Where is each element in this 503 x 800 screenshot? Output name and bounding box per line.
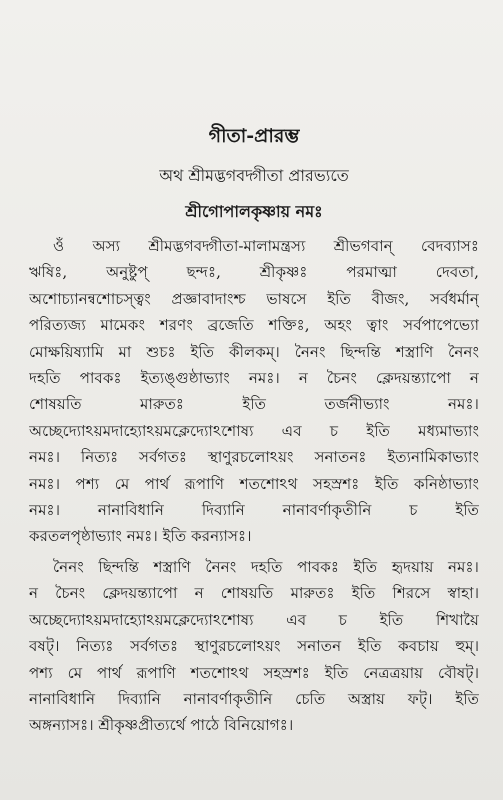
text-line: নমঃ। পশ্য মে পার্থ রূপাণি শতশোঽথ সহস্রশঃ ইতি কনিষ্ঠাভ্যাং (29, 474, 479, 493)
page-title: গীতা-প্রারম্ভ (208, 125, 300, 147)
text-line: অচ্ছেদ্যোঽয়মদাহ্যোঽয়মক্লেদ্যোঽশোষ্য এব চ ইতি মধ্যমাভ্যাং (29, 421, 479, 440)
text-line: শোষয়তি মারুতঃ ইতি তর্জনীভ্যাং নমঃ। (29, 395, 479, 414)
text-line: পরিত্যজ্য মামেকং শরণং ব্রজেতি শক্তিঃ, অহং ত্বাং সর্বপাপেভ্যো (29, 316, 479, 335)
paragraph-karanyasa (29, 233, 479, 550)
text-line: নমঃ। নানাবিধানি দিব্যানি নানাবর্ণাকৃতীনি চ ইতি (29, 501, 479, 520)
text-line: বষট্। নিত্যঃ সর্বগতঃ স্থাণুরচলোঽয়ং সনাতন ইতি কবচায় হুম্। (29, 637, 479, 656)
text-line: নৈনং ছিন্দন্তি শস্ত্রাণি নৈনং দহতি পাবকঃ ইতি হৃদয়ায় নমঃ। (53, 557, 479, 576)
text-line: ওঁ অস্য শ্রীমদ্ভগবদ্গীতা-মালামন্ত্রস্য শ্রীভগবান্ বেদব্যাসঃ (53, 237, 479, 255)
text-line: অঙ্গন্যাসঃ। শ্রীকৃষ্ণপ্রীত্যর্থে পাঠে বিনিয়োগঃ। (29, 716, 294, 735)
invocation-line: শ্রীগোপালকৃষ্ণায় নমঃ (185, 202, 323, 221)
text-line: দহতি পাবকঃ ইত্যঙ্গুষ্ঠাভ্যাং নমঃ। ন চৈনং ক্লেদয়ন্ত্যাপো ন (29, 369, 479, 388)
text-line: অশোচ্যানন্বশোচস্ত্বং প্রজ্ঞাবাদাংশ্চ ভাষসে ইতি বীজং, সর্বধর্মান্ (29, 289, 479, 308)
text-line: করতলপৃষ্ঠাভ্যাং নমঃ। ইতি করন্যাসঃ। (29, 527, 252, 546)
text-line: অচ্ছেদ্যোঽয়মদাহ্যোঽয়মক্লেদ্যোঽশোষ্য এব চ ইতি শিখায়ৈ (29, 610, 479, 629)
text-line: নানাবিধানি দিব্যানি নানাবর্ণাকৃতীনি চেতি অস্ত্রায় ফট্। ইতি (29, 689, 479, 708)
paragraph-anganyasa (29, 554, 479, 739)
text-line: মোক্ষয়িষ্যামি মা শুচঃ ইতি কীলকম্। নৈনং ছিন্দন্তি শস্ত্রাণি নৈনং (29, 342, 479, 361)
text-line: ন চৈনং ক্লেদয়ন্ত্যাপো ন শোষয়তি মারুতঃ ইতি শিরসে স্বাহা। (29, 584, 479, 603)
text-line: ঋষিঃ, অনুষ্টুপ্ ছন্দঃ, শ্রীকৃষ্ণঃ পরমাত্মা দেবতা, (29, 263, 479, 282)
text-line: নমঃ। নিত্যঃ সর্বগতঃ স্থাণুরচলোঽয়ং সনাতনঃ ইত্যনামিকাভ্যাং (29, 448, 479, 467)
text-line: পশ্য মে পার্থ রূপাণি শতশোঽথ সহস্রশঃ ইতি নেত্রত্রয়ায় বৌষট্। (29, 663, 479, 682)
bleed-through-text (215, 58, 335, 88)
page-subtitle: অথ শ্রীমদ্ভগবদ্গীতা প্রারভ্যতে (159, 166, 349, 185)
